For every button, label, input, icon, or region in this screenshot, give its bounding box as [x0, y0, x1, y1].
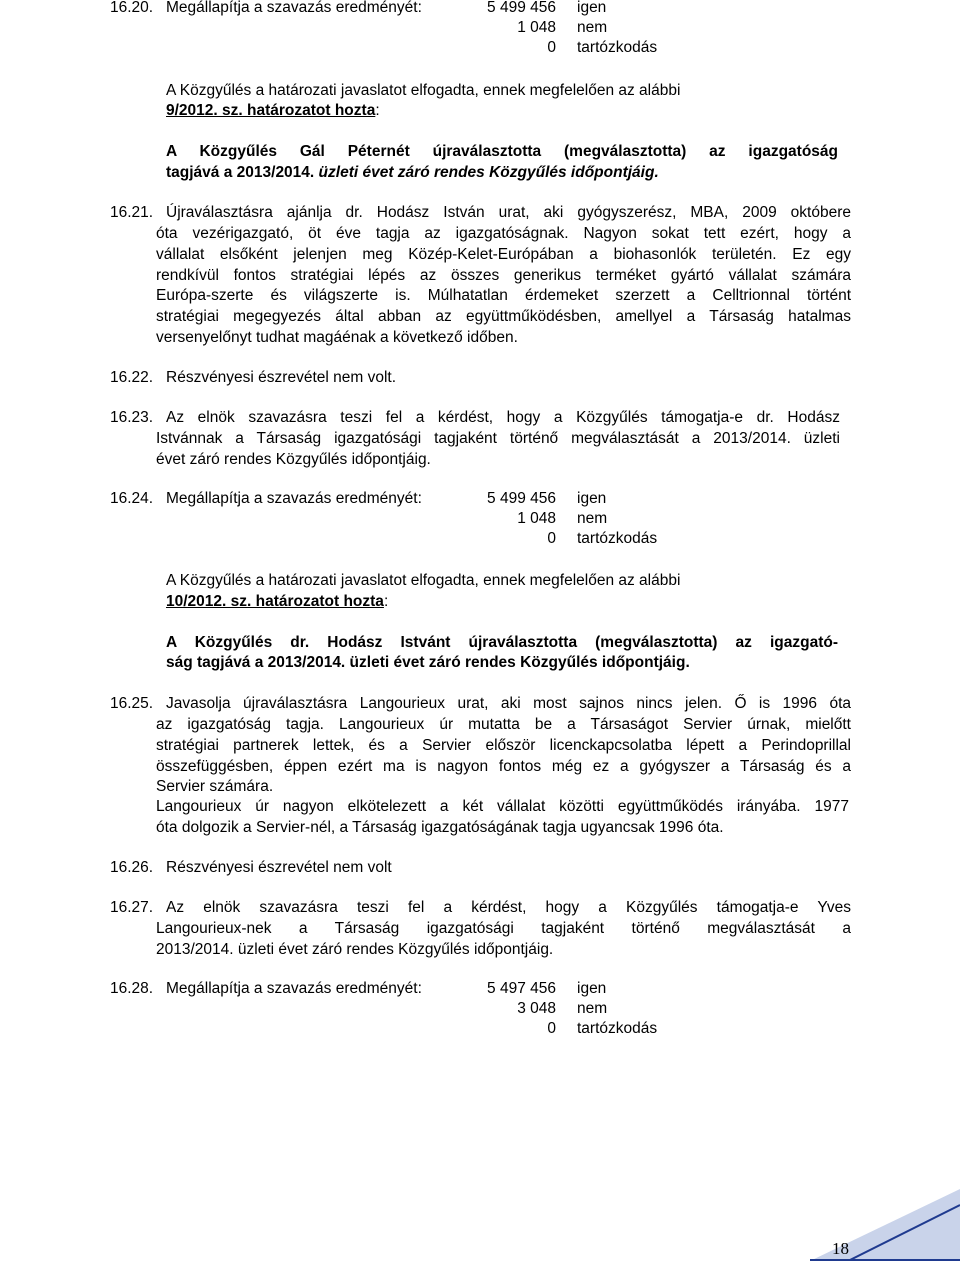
shareholder-remark: Részvényesi észrevétel nem volt — [166, 859, 392, 876]
vote-value-yes: 5 497 456 — [487, 980, 556, 997]
vote-value-no: 1 048 — [517, 510, 556, 527]
vote-type-no: nem — [577, 19, 608, 36]
section-number: 16.25. — [110, 695, 154, 712]
resolution-number: 10/2012. sz. határozatot hozta — [166, 593, 384, 610]
resolution-ref — [166, 592, 388, 613]
paragraph-line: 2013/2014. üzleti évet záró rendes Közgyűlés időpontjáig. — [156, 941, 554, 958]
vote-value-abstain: 0 — [547, 39, 556, 56]
paragraph-line: Langourieux úr nagyon elkötelezett a két vállalat közötti együttműködés irányába. 1977 — [156, 798, 849, 815]
section-number: 16.28. — [110, 980, 154, 997]
colon: : — [383, 593, 389, 610]
paragraph-line: Az elnök szavazásra teszi fel a kérdést, hogy a Közgyűlés támogatja-e dr. Hodász — [166, 409, 840, 426]
paragraph-line: Javasolja újraválasztásra Langourieux urat, aki most sajnos nincs jelen. Ő is 1996 óta — [166, 695, 851, 712]
resolution-text-line: A Közgyűlés Gál Péternét újraválasztotta (megválasztotta) az igazgatóság — [166, 143, 838, 160]
colon: : — [375, 102, 380, 119]
section-number: 16.23. — [110, 409, 154, 426]
vote-type-abstain: tartózkodás — [577, 39, 658, 56]
paragraph-line: vállalat elsőként jelenjen meg Közép-Kelet-Európában a biohasonlók területén. Ez egy — [156, 246, 851, 263]
paragraph-line: rendkívül fontos stratégiai lépés az összes generikus terméket gyártó vállalat számára — [156, 267, 851, 284]
paragraph-line: óta vezérigazgató, öt éve tagja az igazgatóságnak. Nagyon sokat tett ezért, hogy a — [156, 225, 851, 242]
section-number: 16.22. — [110, 369, 154, 386]
section-number: 16.20. — [110, 0, 154, 16]
shareholder-remark: Részvényesi észrevétel nem volt. — [166, 369, 397, 386]
vote-value-yes: 5 499 456 — [487, 0, 556, 16]
vote-type-no: nem — [577, 510, 608, 527]
vote-type-abstain: tartózkodás — [577, 530, 658, 547]
vote-result-label: Megállapítja a szavazás eredményét: — [166, 0, 422, 16]
vote-result-label: Megállapítja a szavazás eredményét: — [166, 490, 422, 507]
vote-value-no: 3 048 — [517, 1000, 556, 1017]
adoption-text: A Közgyűlés a határozati javaslatot elfogadta, ennek megfelelően az alábbi — [166, 572, 681, 589]
paragraph-line: az igazgatóság tagja. Langourieux úr mutatta be a Társaságot Servier úrnak, mielőtt — [156, 716, 851, 733]
vote-type-yes: igen — [577, 0, 607, 16]
section-number: 16.21. — [110, 204, 154, 221]
vote-value-yes: 5 499 456 — [487, 490, 556, 507]
adoption-text: A Közgyűlés a határozati javaslatot elfogadta, ennek megfelelően az alábbi — [166, 82, 681, 99]
paragraph-line: stratégiai partnerek lettek, és a Servier először licenckapcsolatba lépett a Perindoprillal — [156, 737, 851, 754]
vote-type-abstain: tartózkodás — [577, 1020, 658, 1037]
resolution-text-italic: üzleti évet záró rendes Közgyűlés időpontjáig. — [318, 164, 659, 181]
paragraph-line: Újraválasztásra ajánlja dr. Hodász István urat, aki gyógyszerész, MBA, 2009 októbere — [166, 204, 851, 221]
vote-value-abstain: 0 — [547, 530, 556, 547]
resolution-text-line: ság tagjává a 2013/2014. üzleti évet záró rendes Közgyűlés időpontjáig. — [166, 654, 690, 671]
resolution-text-line: A Közgyűlés dr. Hodász Istvánt újraválasztotta (megválasztotta) az igazgató- — [166, 634, 838, 651]
page-number: 18 — [832, 1239, 849, 1258]
section-number: 16.24. — [110, 490, 154, 507]
resolution-text-line — [166, 163, 659, 184]
resolution-number: 9/2012. sz. határozatot hozta — [166, 102, 376, 119]
paragraph-line: Langourieux-nek a Társaság igazgatósági tagjaként történő megválasztását a — [156, 920, 851, 937]
vote-type-yes: igen — [577, 980, 607, 997]
paragraph-line: Servier számára. — [156, 778, 274, 795]
section-number: 16.27. — [110, 899, 154, 916]
vote-value-abstain: 0 — [547, 1020, 556, 1037]
resolution-text-part: tagjává a 2013/2014. — [166, 164, 319, 181]
resolution-ref — [166, 101, 380, 122]
vote-type-no: nem — [577, 1000, 608, 1017]
vote-result-label: Megállapítja a szavazás eredményét: — [166, 980, 422, 997]
paragraph-line: stratégiai megegyezés által abban az együttműködésben, amellyel a Társaság hatalmas — [156, 308, 851, 325]
section-number: 16.26. — [110, 859, 154, 876]
vote-type-yes: igen — [577, 490, 607, 507]
paragraph-line: Az elnök szavazásra teszi fel a kérdést, hogy a Közgyűlés támogatja-e Yves — [166, 899, 851, 916]
paragraph-line: Istvánnak a Társaság igazgatósági tagjaként történő megválasztását a 2013/2014. üzleti — [156, 430, 840, 447]
paragraph-line: versenyelőnyt tudhat magáénak a következő időben. — [156, 329, 518, 346]
paragraph-line: Európa-szerte és világszerte is. Múlhatatlan érdemeket szerzett a Celltrionnal történt — [156, 287, 851, 304]
vote-value-no: 1 048 — [517, 19, 556, 36]
paragraph-line: összefüggésben, éppen ezért ma is nagyon fontos még ez a gyógyszer a Társaság és a — [156, 758, 851, 775]
paragraph-line: óta dolgozik a Servier-nél, a Társaság igazgatóságának tagja ugyancsak 1996 óta. — [156, 819, 724, 836]
paragraph-line: évet záró rendes Közgyűlés időpontjáig. — [156, 451, 431, 468]
